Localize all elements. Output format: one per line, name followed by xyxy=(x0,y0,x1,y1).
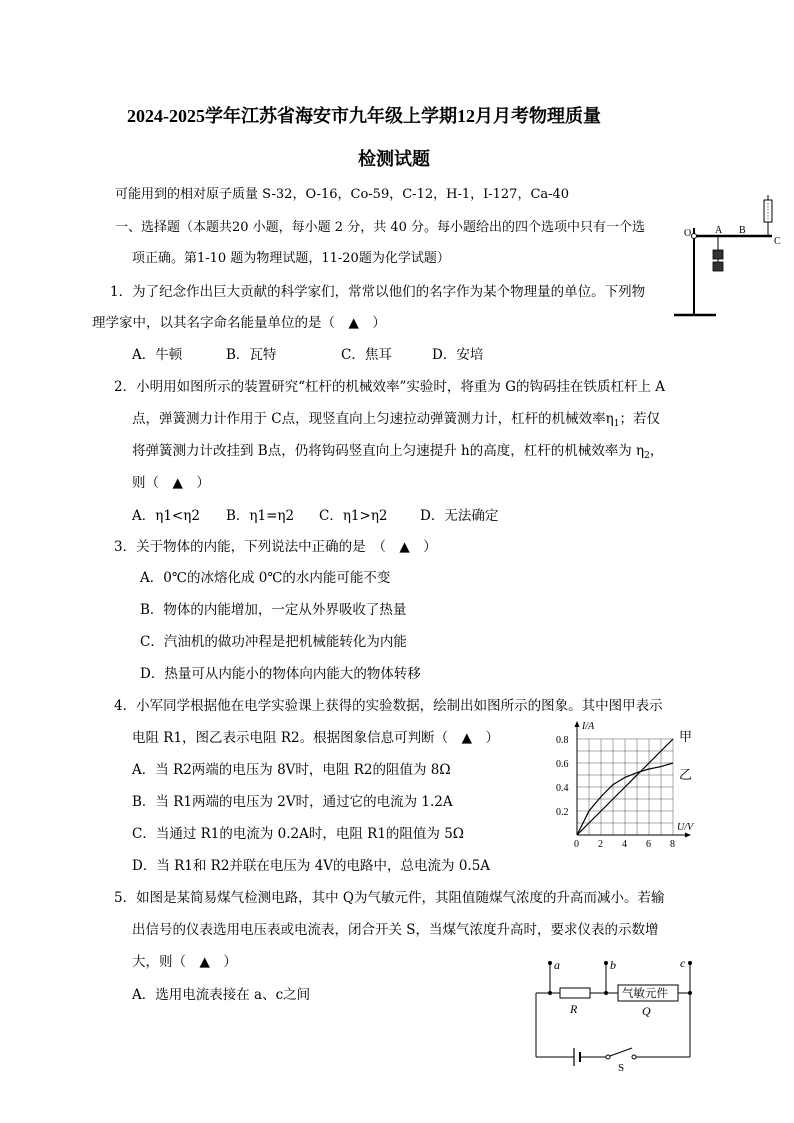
atomic-masses-line: 可能用到的相对原子质量 S-32，O-16，Co-59，C-12，H-1，I-127，Ca-40 xyxy=(115,187,570,202)
q4-stem-line-1: 4．小军同学根据他在电学实验课上获得的实验数据，绘制出如图所示的图象。其中图甲表示 xyxy=(114,698,663,714)
x-tick-label: 2 xyxy=(598,839,603,850)
q3-option-c: C．汽油机的做功冲程是把机械能转化为内能 xyxy=(140,634,407,650)
x-axis-arrow xyxy=(685,833,691,838)
q4-stem-line-2: 电阻 R1，图乙表示电阻 R2。根据图象信息可判断（ ▲ ） xyxy=(132,730,499,746)
series-label: 乙 xyxy=(679,767,693,782)
x-axis-label: U/V xyxy=(677,822,694,833)
q2-option-a: A．η1<η2 xyxy=(132,508,200,524)
iu-graph xyxy=(545,718,705,853)
q3-option-b: B．物体的内能增加，一定从外界吸收了热量 xyxy=(140,602,407,618)
q4-option-a: A．当 R2两端的电压为 8V时，电阻 R2的阻值为 8Ω xyxy=(132,762,451,778)
x-tick-label: 0 xyxy=(574,839,579,850)
sensor-label: Q xyxy=(642,1004,651,1018)
series-label: 甲 xyxy=(679,729,693,744)
q2-stem-line-4: 则（ ▲ ） xyxy=(132,475,210,491)
q2-line-3-end: ， xyxy=(649,443,664,459)
lever-apparatus-figure xyxy=(668,192,788,322)
q5-stem-line-3: 大，则（ ▲ ） xyxy=(132,954,237,970)
q1-option-d: D．安培 xyxy=(432,347,484,363)
x-tick-label: 6 xyxy=(646,839,651,850)
section-heading-line-2: 项正确。第1-10 题为物理试题，11-20题为化学试题） xyxy=(132,251,450,266)
resistor-label: R xyxy=(570,1002,578,1016)
q3-option-a: A．0℃的冰熔化成 0℃的水内能可能不变 xyxy=(140,570,391,586)
q2-stem-line-2 xyxy=(132,410,660,433)
pivot-point xyxy=(692,234,697,239)
q3-option-d: D．热量可从内能小的物体向内能大的物体转移 xyxy=(140,666,421,682)
weight-bottom xyxy=(713,262,723,271)
switch-label: S xyxy=(618,1062,625,1074)
gas-detector-circuit xyxy=(530,955,700,1075)
terminal-b-label: b xyxy=(610,958,616,972)
q2-option-c: C．η1>η2 xyxy=(319,508,388,524)
switch-blade xyxy=(610,1048,632,1056)
q2-stem-line-3 xyxy=(132,442,663,465)
q4-option-d: D．当 R1和 R2并联在电压为 4V的电路中，总电流为 0.5A xyxy=(132,858,491,874)
node-c xyxy=(688,991,692,995)
q2-stem-line-1: 2．小明用如图所示的装置研究“杠杆的机械效率”实验时，将重为 G的钩码挂在铁质杠杆上 A xyxy=(114,379,666,395)
terminal-a-label: a xyxy=(554,958,560,972)
q2-option-d: D．无法确定 xyxy=(420,508,499,524)
title-line-1: 2024-2025学年江苏省海安市九年级上学期12月月考物理质量 xyxy=(127,106,601,126)
label-o: O xyxy=(684,228,692,239)
q3-stem: 3．关于物体的内能，下列说法中正确的是 （ ▲ ） xyxy=(114,539,437,555)
resistor-r xyxy=(560,988,590,998)
q2-option-b: B．η1=η2 xyxy=(226,508,295,524)
label-b: B xyxy=(739,225,746,236)
label-c: C xyxy=(774,236,781,247)
switch-contact xyxy=(632,1055,636,1059)
x-tick-label: 4 xyxy=(622,839,627,850)
y-axis-label: I/A xyxy=(582,721,595,732)
terminal-b-dot xyxy=(604,961,608,965)
q5-option-a: A．选用电流表接在 a、c之间 xyxy=(132,987,311,1003)
y-tick-label: 0.6 xyxy=(556,759,569,770)
weight-top xyxy=(713,250,723,259)
q4-option-c: C．当通过 R1的电流为 0.2A时，电阻 R1的阻值为 5Ω xyxy=(132,826,465,842)
q5-stem-line-2: 出信号的仪表选用电压表或电流表，闭合开关 S，当煤气浓度升高时，要求仪表的示数增 xyxy=(132,922,659,938)
q2-line-2-sub: 1 xyxy=(613,419,620,429)
q2-line-3-text: 将弹簧测力计改挂到 B点，仍将钩码竖直向上匀速提升 h的高度，杠杆的机械效率为 η xyxy=(132,443,645,459)
q1-option-b: B．瓦特 xyxy=(226,347,277,363)
terminal-c-label: c xyxy=(680,956,686,970)
y-tick-label: 0.4 xyxy=(556,783,569,794)
q1-stem-line-1: 1．为了纪念作出巨大贡献的科学家们，常常以他们的名字作为某个物理量的单位。下列物 xyxy=(110,284,646,300)
title-line-2: 检测试题 xyxy=(358,149,430,169)
switch-pivot xyxy=(606,1055,610,1059)
section-heading-line-1: 一、选择题（本题共20 小题，每小题 2 分，共 40 分。每小题给出的四个选项中只有一个选 xyxy=(115,220,646,235)
y-tick-label: 0.2 xyxy=(556,807,569,818)
x-tick-label: 8 xyxy=(670,839,675,850)
y-axis-arrow xyxy=(575,721,580,727)
y-tick-label: 0.8 xyxy=(556,735,569,746)
q4-option-b: B．当 R1两端的电压为 2V时，通过它的电流为 1.2A xyxy=(132,794,453,810)
terminal-a-dot xyxy=(548,961,552,965)
gas-sensor-text: 气敏元件 xyxy=(622,986,668,1000)
q2-line-3-sub: 2 xyxy=(644,451,650,461)
label-a: A xyxy=(715,225,723,236)
q5-stem-line-1: 5．如图是某简易煤气检测电路，其中 Q为气敏元件，其阻值随煤气浓度的升高而减小。若输 xyxy=(114,890,665,906)
q2-line-2-text: 点，弹簧测力计作用于 C点，现竖直向上匀速拉动弹簧测力计，杠杆的机械效率η xyxy=(132,411,614,427)
q1-option-a: A．牛顿 xyxy=(132,347,183,363)
q2-line-2-end: ；若仅 xyxy=(619,411,660,427)
terminal-c-dot xyxy=(688,961,692,965)
q1-stem-line-2: 理学家中，以其名字命名能量单位的是（ ▲ ） xyxy=(92,315,386,331)
q1-option-c: C．焦耳 xyxy=(341,347,392,363)
